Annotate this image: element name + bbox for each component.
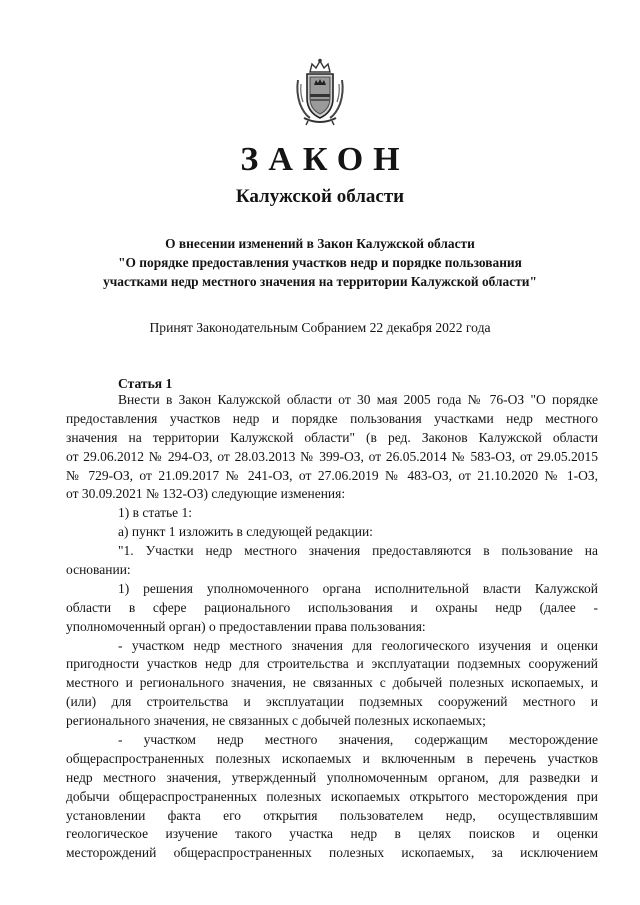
article-line: значения на территории Калужской области" (в ред. Законов Калужской области (66, 429, 598, 445)
article-line: регионального значения, не связанных с добычей полезных ископаемых; (66, 713, 486, 729)
coat-of-arms-icon (294, 58, 346, 126)
article-line: месторождений общераспространенных полезных ископаемых, за исключением (66, 845, 598, 861)
law-subject (40, 234, 600, 291)
law-subject-line: О внесении изменений в Закон Калужской области (165, 236, 475, 251)
article-line: геологическое изучение такого участка недр в целях поисков и оценки (66, 826, 598, 842)
article-line: установлении факта его открытия пользователем недр, осуществлявшим (66, 807, 598, 823)
article-body (66, 391, 598, 863)
article-line: № 729-ОЗ, от 21.09.2017 № 241-ОЗ, от 27.06.2019 № 483-ОЗ, от 21.10.2020 № 1-ОЗ, (66, 467, 598, 483)
article-line: Внести в Закон Калужской области от 30 мая 2005 года № 76-ОЗ "О порядке (118, 392, 598, 407)
law-subject-line: участками недр местного значения на территории Калужской области" (103, 274, 537, 289)
adoption-note: Принят Законодательным Собранием 22 декабря 2022 года (149, 320, 491, 335)
article-line: области в сфере рационального использования и охраны недр (далее - (66, 599, 598, 615)
article-line: добычи общераспространенных полезных ископаемых открытого месторождения при (66, 788, 598, 804)
article-line: предоставления участков недр и порядке пользования участками недр местного (66, 410, 598, 426)
document-region: Калужской области (235, 186, 405, 207)
document-title: ЗАКОН (240, 141, 410, 178)
article-line: от 29.06.2012 № 294-ОЗ, от 28.03.2013 № 399-ОЗ, от 26.05.2014 № 583-ОЗ, от 29.05.2015 (66, 448, 598, 464)
article-line: от 30.09.2021 № 132-ОЗ) следующие изменения: (66, 486, 346, 502)
article-line: 1) в статье 1: (118, 505, 192, 521)
law-subject-line: "О порядке предоставления участков недр и порядке пользования (118, 255, 522, 270)
article-line: "1. Участки недр местного значения предоставляются в пользование на (118, 543, 598, 559)
article-heading: Статья 1 (118, 376, 173, 391)
article-line: - участком недр местного значения, содержащим месторождение (118, 732, 598, 748)
article-line: уполномоченный орган) о предоставлении права пользования: (66, 618, 426, 634)
article-line: (или) для строительства и эксплуатации подземных сооружений местного и (66, 694, 598, 710)
article-line: 1) решения уполномоченного органа исполнительной власти Калужской (118, 580, 598, 596)
article-line: основании: (66, 562, 131, 578)
article-line: недр местного значения, утвержденный уполномоченным органом, для разведки и (66, 769, 598, 785)
article-line: а) пункт 1 изложить в следующей редакции: (118, 524, 373, 540)
article-line: общераспространенных полезных ископаемых и включенным в перечень участков (66, 750, 598, 766)
article-line: местного и регионального значения, не связанных с добычей полезных ископаемых, и (66, 675, 598, 691)
article-line: - участком недр местного значения для геологического изучения и оценки (118, 637, 598, 653)
article-line: пригодности участков недр для строительства и эксплуатации подземных сооружений (66, 656, 598, 672)
